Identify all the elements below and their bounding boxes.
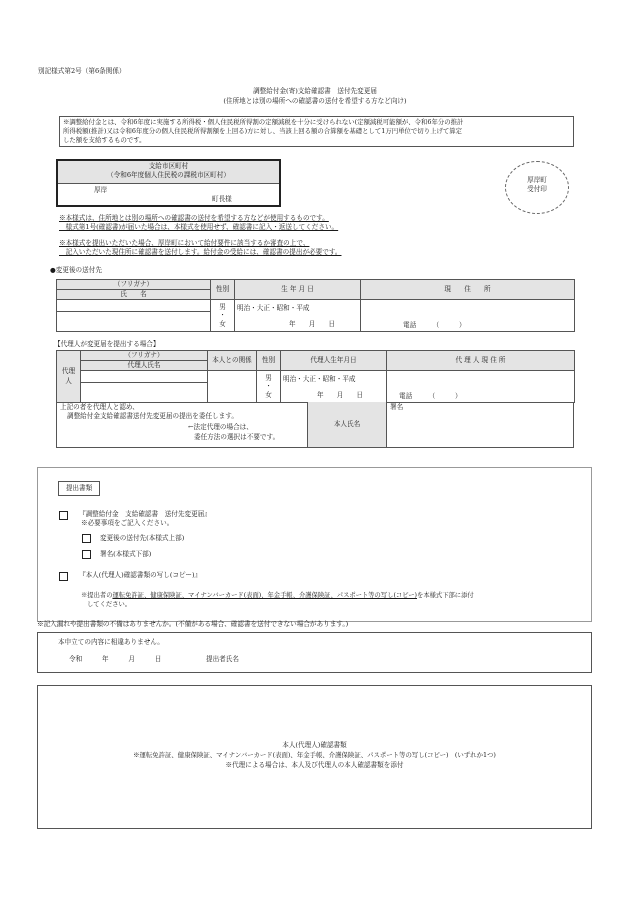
agent-name-header: 代理人氏名	[81, 361, 208, 371]
notice-box	[59, 116, 574, 147]
declaration-text: 本申立ての内容に相違ありません。	[58, 638, 164, 646]
agent-address-header: 代 理 人 現 住 所	[387, 351, 575, 371]
gender-header: 性別	[211, 280, 235, 300]
gender-separator: ・	[219, 311, 226, 320]
agent-male-option[interactable]: 男	[265, 374, 272, 383]
doc-note-underlined: 運転免許証、健康保険証、マイナンバーカード(表面)、年金手帳、介護保険証、パスポート等の写し(コピー)	[112, 592, 418, 599]
checkbox-id-copy[interactable]	[59, 572, 68, 581]
address-input[interactable]	[361, 300, 575, 332]
address-header: 現 住 所	[361, 280, 575, 300]
birth-date: 年 月 日	[289, 319, 336, 328]
doc-note-post: を本様式下部に添付	[417, 592, 474, 599]
agent-birth-date: 年 月 日	[317, 390, 364, 399]
delegation-text-1: 上記の者を代理人と認め、	[60, 403, 139, 411]
note-4: 記入いただいた現住所に確認書を送付します。給付金の受給には、確認書の提出が必要です。	[59, 248, 342, 256]
reception-stamp	[505, 161, 569, 214]
signature-label: 署名	[390, 403, 404, 411]
agent-side-label: 代理人	[57, 351, 81, 403]
doc-item-2-note-2: してください。	[87, 601, 132, 608]
relation-header: 本人との関係	[208, 351, 257, 371]
notice-line-1: ※調整給付金とは、令和6年度に実施する所得税・個人住民税所得割の定額減税を十分に受けられない(定額減税可能額が、令和6年分の推計	[63, 118, 464, 126]
delegation-text-4: 委任方法の選択は不要です。	[194, 433, 280, 441]
doc-item-2-note	[81, 592, 474, 601]
recipient-box	[56, 159, 281, 207]
self-name-label-cell	[307, 402, 387, 447]
doc-sub-2: 署名(本様式下部)	[100, 550, 152, 558]
furigana-header: （フリガナ）	[57, 280, 211, 290]
relation-input[interactable]	[208, 371, 257, 403]
agent-address-input[interactable]	[387, 371, 575, 403]
id-attachment-area[interactable]	[37, 685, 592, 829]
notice-line-3: した額を支給するものです。	[63, 136, 146, 144]
new-address-heading: ●変更後の送付先	[50, 266, 102, 274]
agent-table	[56, 350, 575, 403]
agent-birth-date-field[interactable]	[281, 371, 387, 403]
phone-field[interactable]: 電話 （ ）	[403, 321, 466, 330]
documents-heading: 提出書類	[65, 484, 93, 492]
birth-date-field[interactable]	[235, 300, 361, 332]
delegation-text-2: 調整給付金支給確認書送付先変更届の提出を委任します。	[67, 412, 238, 420]
furigana-input[interactable]	[57, 300, 211, 312]
checkbox-signature[interactable]	[82, 550, 91, 559]
stamp-label: 受付印	[527, 185, 547, 193]
new-address-table	[56, 279, 575, 332]
agent-gender-header: 性別	[257, 351, 281, 371]
declaration-box	[37, 632, 592, 673]
checkbox-change-form[interactable]	[59, 511, 68, 520]
agent-furigana-input[interactable]	[81, 371, 208, 383]
doc-item-1-note: ※必要事項をご記入ください。	[81, 519, 174, 527]
agent-gender-select[interactable]	[257, 371, 281, 403]
female-option[interactable]: 女	[219, 319, 226, 328]
form-title: 調整給付金(寄)支給確認書 送付先変更届	[253, 87, 377, 95]
recipient-town: 厚岸	[94, 186, 108, 194]
checkbox-new-address[interactable]	[82, 534, 91, 543]
note-2: 様式第1号(確認書)が届いた場合は、本様式を使用せず、確認書に記入・返送してください。	[59, 223, 339, 231]
form-subtitle: (住所地とは別の場所への確認書の送付を希望する方など向け)	[223, 97, 407, 105]
delegation-row	[56, 402, 574, 448]
documents-section	[37, 467, 592, 622]
agent-heading: 【代理人が変更届を提出する場合】	[54, 340, 160, 348]
agent-phone-field[interactable]: 電話 （ ）	[399, 392, 462, 401]
birth-header: 生 年 月 日	[235, 280, 361, 300]
note-3: ※本様式を提出いただいた場合、厚岸町において給付要件に該当するか審査の上で、	[59, 239, 310, 247]
agent-furigana-header: （フリガナ）	[81, 351, 208, 361]
agent-gender-separator: ・	[265, 382, 272, 391]
agent-name-input[interactable]	[81, 383, 208, 403]
attach-line-1: ※運転免許証、健康保険証、マイナンバーカード(表面)、年金手帳、介護保険証、パスポート等の写し(コピー) (いずれか1つ)	[133, 751, 496, 759]
form-number: 別記様式第2号（第6条関係）	[38, 67, 126, 75]
male-option[interactable]: 男	[219, 303, 226, 312]
submitter-name-label: 提出者氏名	[206, 655, 239, 663]
era-options[interactable]: 明治・大正・昭和・平成	[237, 304, 310, 312]
warning-text: ※記入漏れや提出書類の不備はありませんか。(不備がある場合、確認書を送付できない場合があります。)	[37, 620, 349, 628]
declaration-date[interactable]: 令和 年 月 日	[69, 655, 162, 663]
self-name-label: 本人氏名	[333, 420, 361, 428]
note-1: ※本様式は、住所地とは別の場所への確認書の送付を希望する方などが使用するものです。	[59, 214, 329, 222]
agent-era-options[interactable]: 明治・大正・昭和・平成	[283, 375, 356, 383]
agent-female-option[interactable]: 女	[265, 390, 272, 399]
signature-field[interactable]	[388, 402, 574, 447]
stamp-town: 厚岸町	[527, 176, 547, 184]
attach-line-2: ※代理による場合は、本人及び代理人の本人確認書類を添付	[225, 761, 404, 769]
name-header: 氏 名	[57, 290, 211, 300]
doc-note-pre: ※提出者の	[81, 592, 113, 599]
doc-sub-1: 変更後の送付先(本様式上部)	[100, 534, 185, 542]
recipient-mayor: 町長様	[212, 195, 232, 203]
recipient-label: 支給市区町村	[148, 162, 189, 170]
doc-item-1: 『調整給付金 支給確認書 送付先変更届』	[79, 510, 211, 518]
documents-heading-box	[58, 481, 100, 496]
agent-birth-header: 代理人生年月日	[281, 351, 387, 371]
gender-select[interactable]	[211, 300, 235, 332]
delegation-text-3: ←法定代理の場合は、	[188, 423, 253, 431]
recipient-sublabel: （令和6年度個人住民税の課税市区町村）	[107, 171, 230, 179]
attach-title: 本人(代理人)確認書類	[282, 741, 347, 749]
name-input[interactable]	[57, 312, 211, 332]
notice-line-2: 所得税額(推計)又は令和6年度分の個人住民税所得割額を上回る)方に対し、当該上回る額の合算額を基礎として1万円単位で切り上げて算定	[63, 127, 463, 135]
doc-item-2: 『本人(代理人)確認書類の写し(コピー)』	[79, 571, 202, 579]
